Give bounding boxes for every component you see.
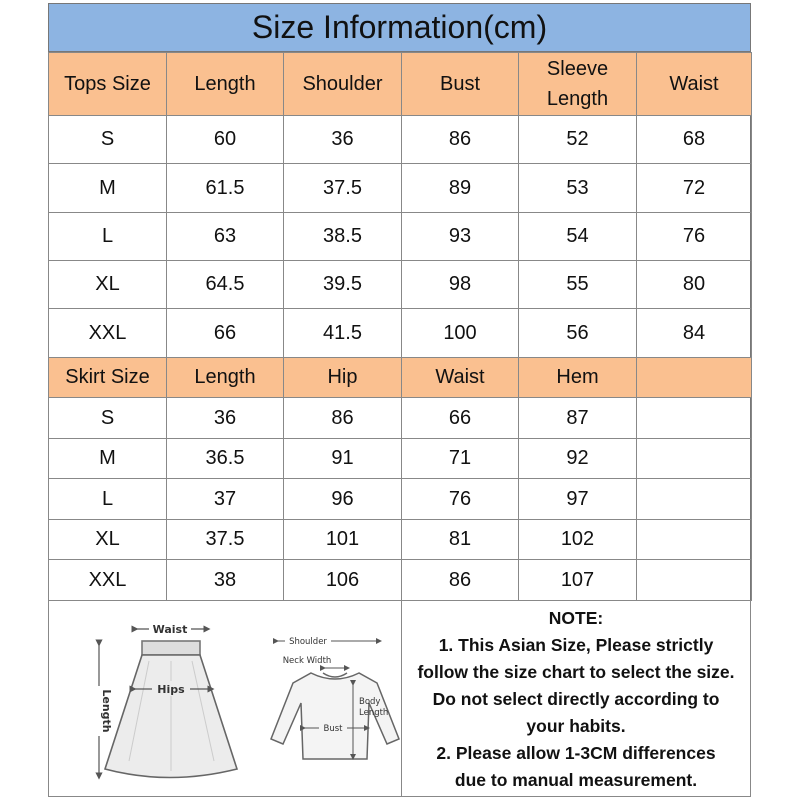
cell: 97 — [519, 479, 637, 520]
cell: XL — [49, 520, 167, 560]
cell: M — [49, 164, 167, 213]
header-waist: Waist — [637, 53, 752, 116]
note-line: due to manual measurement. — [454, 770, 698, 790]
header-bust: Bust — [402, 53, 519, 116]
note-line: 2. Please allow 1-3CM differences — [436, 743, 716, 763]
cell: 87 — [519, 398, 637, 439]
cell: 36 — [167, 398, 284, 439]
cell: 81 — [402, 520, 519, 560]
table-row — [49, 560, 752, 601]
table-row — [49, 439, 752, 479]
cell — [637, 560, 752, 601]
cell: S — [49, 116, 167, 164]
table-row — [49, 398, 752, 439]
cell: 102 — [519, 520, 637, 560]
cell: 80 — [637, 261, 752, 309]
neck-width-label: Neck Width — [282, 656, 332, 666]
header-empty — [637, 358, 752, 398]
cell: 37.5 — [167, 520, 284, 560]
note-line: Do not select directly according to — [432, 689, 720, 709]
cell: 52 — [519, 116, 637, 164]
header-sleeve-length — [519, 53, 637, 116]
table-row — [49, 116, 752, 164]
table-row — [49, 261, 752, 309]
table-row — [49, 479, 752, 520]
cell: M — [49, 439, 167, 479]
cell: 98 — [402, 261, 519, 309]
top-neckline — [323, 673, 347, 677]
top-neck-width-dimension — [283, 656, 347, 668]
cell: 107 — [519, 560, 637, 601]
cell: 36.5 — [167, 439, 284, 479]
table-row — [49, 213, 752, 261]
cell: XXL — [49, 309, 167, 358]
cell: 66 — [402, 398, 519, 439]
cell: 61.5 — [167, 164, 284, 213]
measurement-illustration — [49, 601, 402, 796]
header-skirt-size: Skirt Size — [49, 358, 167, 398]
cell — [637, 520, 752, 560]
cell: 84 — [637, 309, 752, 358]
cell: 37.5 — [284, 164, 402, 213]
header-sleeve-length-text: Sleeve Length — [546, 58, 609, 110]
cell: 86 — [284, 398, 402, 439]
cell: 55 — [519, 261, 637, 309]
note-line: 1. This Asian Size, Please strictly — [438, 635, 714, 655]
header-waist: Waist — [402, 358, 519, 398]
cell: 66 — [167, 309, 284, 358]
skirt-waistband — [142, 641, 200, 655]
cell — [637, 398, 752, 439]
measurement-diagram — [49, 601, 401, 796]
header-shoulder: Shoulder — [284, 53, 402, 116]
cell: S — [49, 398, 167, 439]
cell: 93 — [402, 213, 519, 261]
cell: 101 — [284, 520, 402, 560]
cell: 38 — [167, 560, 284, 601]
skirt-size-table — [48, 357, 752, 601]
tops-size-table — [48, 52, 752, 358]
cell: L — [49, 479, 167, 520]
bust-label: Bust — [323, 724, 343, 734]
size-note — [402, 601, 750, 796]
cell: 39.5 — [284, 261, 402, 309]
cell: 37 — [167, 479, 284, 520]
header-tops-size: Tops Size — [49, 53, 167, 116]
note-line: your habits. — [526, 716, 626, 736]
cell: 92 — [519, 439, 637, 479]
bottom-section — [48, 600, 751, 797]
cell: 96 — [284, 479, 402, 520]
cell: 54 — [519, 213, 637, 261]
cell: 89 — [402, 164, 519, 213]
tops-header-row — [49, 53, 752, 116]
cell: 41.5 — [284, 309, 402, 358]
cell: 64.5 — [167, 261, 284, 309]
cell: 53 — [519, 164, 637, 213]
cell: 38.5 — [284, 213, 402, 261]
note-line: follow the size chart to select the size. — [417, 662, 735, 682]
top-shoulder-dimension — [276, 634, 379, 647]
cell: 91 — [284, 439, 402, 479]
cell: 76 — [637, 213, 752, 261]
cell: 100 — [402, 309, 519, 358]
cell: L — [49, 213, 167, 261]
header-hem: Hem — [519, 358, 637, 398]
length-label: Length — [100, 689, 113, 733]
cell: 76 — [402, 479, 519, 520]
table-row — [49, 309, 752, 358]
hips-label: Hips — [157, 683, 185, 696]
cell: 86 — [402, 560, 519, 601]
cell: 71 — [402, 439, 519, 479]
header-hip: Hip — [284, 358, 402, 398]
skirt-figure — [105, 641, 237, 778]
chart-title: Size Information(cm) — [48, 3, 751, 52]
cell: 63 — [167, 213, 284, 261]
body-length-label: Length — [359, 708, 389, 718]
cell — [637, 439, 752, 479]
cell: 56 — [519, 309, 637, 358]
skirt-header-row — [49, 358, 752, 398]
shoulder-label: Shoulder — [289, 637, 327, 647]
note-heading: NOTE: — [548, 608, 604, 628]
cell: 60 — [167, 116, 284, 164]
cell: 106 — [284, 560, 402, 601]
table-row — [49, 164, 752, 213]
cell: XL — [49, 261, 167, 309]
header-length: Length — [167, 358, 284, 398]
cell — [637, 479, 752, 520]
cell: 68 — [637, 116, 752, 164]
waist-label: Waist — [152, 623, 188, 636]
header-length: Length — [167, 53, 284, 116]
skirt-waist-dimension — [135, 621, 207, 636]
cell: 86 — [402, 116, 519, 164]
cell: 72 — [637, 164, 752, 213]
cell: XXL — [49, 560, 167, 601]
table-row — [49, 520, 752, 560]
cell: 36 — [284, 116, 402, 164]
body-label: Body — [359, 697, 381, 707]
